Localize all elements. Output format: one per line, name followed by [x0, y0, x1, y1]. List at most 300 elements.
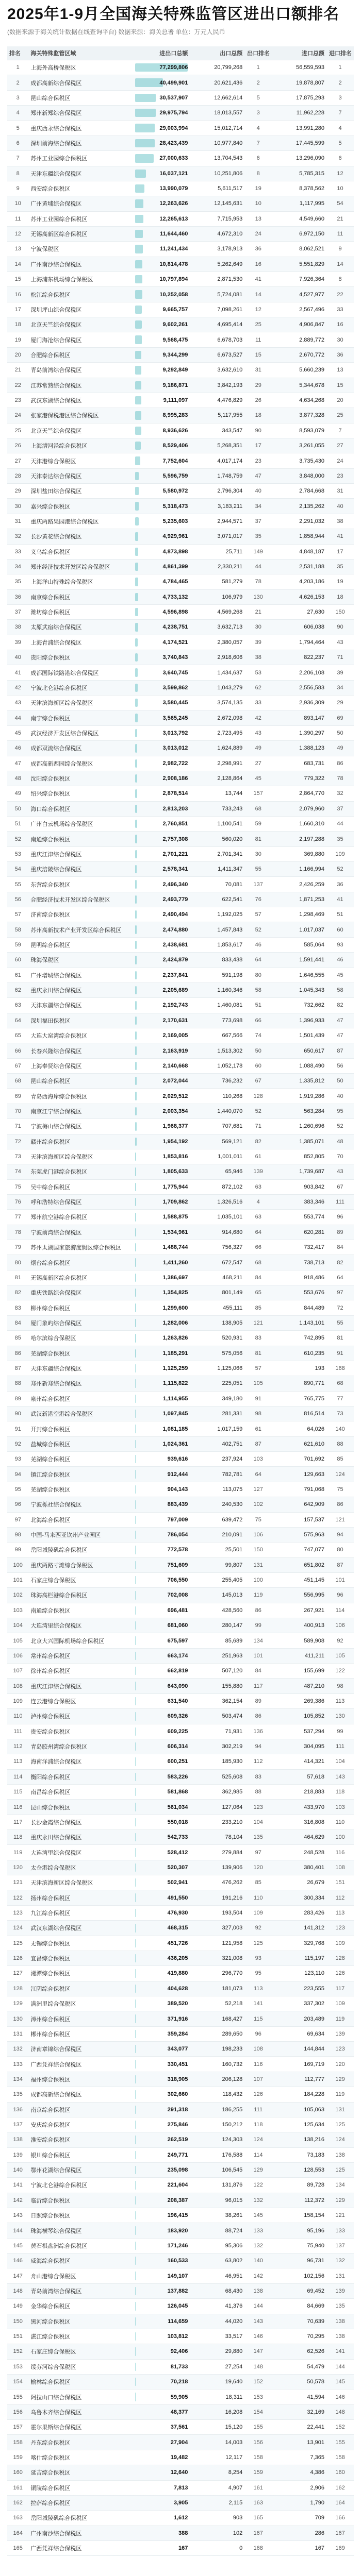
rank-cell: 149 [7, 2299, 28, 2314]
zone-name-cell: 成都国际铁路港综合保税区 [28, 665, 133, 680]
total-value: 10,252,058 [159, 291, 188, 298]
zone-name-cell: 宁波前湾综合保税区 [28, 1225, 133, 1240]
export-rank-cell: 1 [244, 60, 272, 75]
export-cell: 63,802 [190, 2253, 244, 2268]
rank-cell: 121 [7, 1875, 28, 1890]
table-row [7, 2314, 354, 2329]
total-cell [133, 363, 190, 378]
total-bar [135, 1319, 136, 1327]
export-rank-cell: 131 [244, 1557, 272, 1572]
total-cell [133, 1648, 190, 1663]
rank-cell: 146 [7, 2253, 28, 2268]
rank-cell: 88 [7, 1376, 28, 1391]
import-cell: 218,883 [272, 1784, 326, 1799]
rank-cell: 120 [7, 1860, 28, 1875]
zone-name-cell: 连云港综合保税区 [28, 1693, 133, 1708]
export-rank-cell: 59 [244, 816, 272, 831]
table-row [7, 2147, 354, 2162]
import-cell: 4,848,187 [272, 544, 326, 559]
total-bar [135, 925, 137, 934]
table-row [7, 1028, 354, 1043]
total-value: 19,482 [170, 2454, 188, 2461]
total-cell [133, 1194, 190, 1209]
total-bar [135, 1591, 136, 1599]
total-bar [135, 1712, 136, 1720]
column-header-zone: 海关特殊监管区域 [28, 46, 133, 60]
import-cell: 300,334 [272, 1890, 326, 1905]
table-row [7, 922, 354, 937]
zone-name-cell: 南昌综合保税区 [28, 1784, 133, 1799]
import-cell: 329,768 [272, 1936, 326, 1951]
import-cell: 380,401 [272, 1860, 326, 1875]
export-rank-cell: 159 [244, 2465, 272, 2480]
rank-cell: 70 [7, 1104, 28, 1118]
zone-name-cell: 天津港综合保税区 [28, 453, 133, 468]
rank-cell: 50 [7, 801, 28, 816]
export-rank-cell: 129 [244, 2162, 272, 2177]
total-cell [133, 1467, 190, 1482]
export-rank-cell: 34 [244, 499, 272, 514]
export-cell: 3,632,610 [190, 363, 244, 378]
import-rank-cell: 69 [326, 710, 354, 725]
total-cell [133, 2329, 190, 2344]
export-rank-cell: 168 [244, 2540, 272, 2555]
total-bar [135, 290, 142, 298]
total-cell [133, 2026, 190, 2041]
export-cell: 756,327 [190, 1240, 244, 1255]
export-rank-cell: 47 [244, 468, 272, 483]
import-cell: 4,626,153 [272, 589, 326, 604]
import-rank-cell: 89 [326, 1225, 354, 1240]
export-cell: 155,880 [190, 1679, 244, 1693]
total-cell [133, 1119, 190, 1134]
zone-name-cell: 合肥综合保税区 [28, 347, 133, 362]
export-rank-cell: 141 [244, 1996, 272, 2011]
table-row [7, 832, 354, 846]
zone-name-cell: 黄石棋盘洲综合保税区 [28, 2238, 133, 2253]
export-cell: 782,781 [190, 1467, 244, 1482]
total-cell [133, 1255, 190, 1270]
export-cell: 5,724,081 [190, 287, 244, 302]
export-cell: 321,008 [190, 1951, 244, 1965]
total-cell [133, 680, 190, 695]
table-header-row [7, 46, 354, 60]
import-cell: 96,731 [272, 2253, 326, 2268]
table-row [7, 1648, 354, 1663]
total-bar [135, 1969, 136, 1977]
table-row [7, 1361, 354, 1376]
import-rank-cell: 50 [326, 725, 354, 740]
import-rank-cell: 124 [326, 2132, 354, 2147]
import-rank-cell: 158 [326, 2450, 354, 2465]
total-value: 1,386,697 [162, 1274, 188, 1281]
import-rank-cell: 90 [326, 620, 354, 635]
total-value: 2,205,689 [162, 987, 188, 994]
import-cell: 27,630 [272, 604, 326, 619]
zone-name-cell: 福州综合保税区 [28, 2072, 133, 2087]
zone-name-cell: 海口综合保税区 [28, 801, 133, 816]
total-cell [133, 1270, 190, 1285]
export-rank-cell: 49 [244, 741, 272, 756]
rank-cell: 27 [7, 453, 28, 468]
export-cell: 150,212 [190, 2117, 244, 2132]
zone-name-cell: 海南洋浦综合保税区 [28, 1754, 133, 1769]
total-bar [135, 941, 137, 949]
export-rank-cell: 108 [244, 2042, 272, 2057]
table-row [7, 801, 354, 816]
zone-name-cell: 天津滨海新区综合保税区 [28, 696, 133, 710]
total-cell [133, 393, 190, 408]
import-cell: 4,203,186 [272, 574, 326, 589]
import-rank-cell: 47 [326, 1013, 354, 1028]
rank-cell: 86 [7, 1346, 28, 1361]
rank-cell: 66 [7, 1043, 28, 1058]
rank-cell: 108 [7, 1679, 28, 1693]
import-rank-cell: 131 [326, 2268, 354, 2283]
total-bar [135, 1893, 136, 1902]
zone-name-cell: 潍坊综合保税区 [28, 604, 133, 619]
rank-cell: 124 [7, 1921, 28, 1936]
table-row [7, 862, 354, 877]
export-rank-cell: 99 [244, 1618, 272, 1633]
zone-name-cell: 天津东疆综合保税区 [28, 998, 133, 1013]
zone-name-cell: 苏州太湖国家旅游度假区综合保税区 [28, 1240, 133, 1255]
import-cell: 1,017,037 [272, 922, 326, 937]
import-rank-cell: 135 [326, 2299, 354, 2314]
import-rank-cell: 95 [326, 1104, 354, 1118]
import-rank-cell: 138 [326, 2314, 354, 2329]
export-cell: 78,104 [190, 1830, 244, 1845]
rank-cell: 14 [7, 257, 28, 272]
total-bar [135, 744, 137, 752]
export-rank-cell: 153 [244, 2389, 272, 2404]
export-rank-cell: 15 [244, 347, 272, 362]
export-rank-cell: 84 [244, 1270, 272, 1285]
export-rank-cell: 52 [244, 1104, 272, 1118]
table-row [7, 2178, 354, 2193]
zone-name-cell: 金华综合保税区 [28, 2299, 133, 2314]
total-value: 9,186,871 [162, 382, 188, 388]
zone-name-cell: 中国-马来西亚钦州产业园区 [28, 1527, 133, 1542]
export-rank-cell: 93 [244, 1951, 272, 1965]
zone-name-cell: 镇江综合保税区 [28, 1467, 133, 1482]
export-rank-cell: 167 [244, 2526, 272, 2540]
total-cell [133, 135, 190, 150]
import-cell: 1,501,439 [272, 1028, 326, 1043]
export-rank-cell: 33 [244, 696, 272, 710]
total-cell [133, 1331, 190, 1346]
total-bar [135, 1228, 136, 1236]
total-cell [133, 635, 190, 650]
import-rank-cell: 121 [326, 2208, 354, 2223]
import-rank-cell: 67 [326, 1179, 354, 1194]
import-cell: 1,390,297 [272, 725, 326, 740]
total-value: 330,451 [167, 2061, 188, 2067]
import-cell: 642,909 [272, 1497, 326, 1512]
zone-name-cell: 丹东综合保税区 [28, 2435, 133, 2450]
zone-name-cell: 深圳福田保税区 [28, 1013, 133, 1028]
import-cell: 4,634,268 [272, 393, 326, 408]
import-cell: 893,147 [272, 710, 326, 725]
import-rank-cell: 122 [326, 1664, 354, 1679]
table-row [7, 710, 354, 725]
import-cell: 5,551,829 [272, 257, 326, 272]
zone-name-cell: 青岛前湾综合保税区 [28, 363, 133, 378]
rank-cell: 8 [7, 166, 28, 181]
export-cell: 13,744 [190, 786, 244, 801]
import-cell: 650,617 [272, 1043, 326, 1058]
total-bar [135, 1576, 136, 1584]
total-bar [135, 411, 141, 419]
export-cell: 12,117 [190, 2450, 244, 2465]
import-rank-cell: 100 [326, 1830, 354, 1845]
total-cell [133, 1890, 190, 1905]
import-rank-cell: 141 [326, 2344, 354, 2359]
zone-name-cell: 成都高新综合保税区 [28, 2087, 133, 2102]
total-bar [135, 1138, 137, 1146]
total-bar [135, 895, 137, 904]
column-header-import: 进口总额 [272, 46, 326, 60]
table-row [7, 2465, 354, 2480]
total-value: 249,771 [167, 2151, 188, 2158]
total-value: 27,904 [170, 2439, 188, 2446]
import-rank-cell: 45 [326, 968, 354, 982]
total-cell [133, 1905, 190, 1920]
rank-cell: 34 [7, 559, 28, 574]
total-value: 561,034 [167, 1804, 188, 1810]
table-row [7, 680, 354, 695]
zone-name-cell: 拉萨综合保税区 [28, 2495, 133, 2510]
total-value: 9,665,757 [162, 306, 188, 313]
table-row [7, 1936, 354, 1951]
table-row [7, 287, 354, 302]
zone-name-cell: 重庆江津综合保税区 [28, 1679, 133, 1693]
zone-name-cell: 芜湖综合保税区 [28, 1482, 133, 1497]
export-cell: 1,748,759 [190, 468, 244, 483]
total-bar [135, 1046, 137, 1055]
import-cell: 70,295 [272, 2329, 326, 2344]
total-value: 16,037,121 [159, 170, 188, 177]
table-row [7, 1693, 354, 1708]
rank-cell: 63 [7, 998, 28, 1013]
export-cell: 503,474 [190, 1709, 244, 1724]
total-value: 160,533 [167, 2258, 188, 2264]
total-value: 491,550 [167, 1894, 188, 1901]
rank-cell: 3 [7, 90, 28, 105]
total-value: 388 [178, 2530, 188, 2536]
export-cell: 20,621,436 [190, 75, 244, 90]
rank-cell: 92 [7, 1436, 28, 1451]
export-cell: 20,799,268 [190, 60, 244, 75]
import-rank-cell: 24 [326, 453, 354, 468]
import-cell: 193 [272, 1361, 326, 1376]
export-cell: 801,149 [190, 1285, 244, 1300]
zone-name-cell: 天津滨海新区综合保税区 [28, 1875, 133, 1890]
total-bar [135, 532, 139, 540]
rank-cell: 13 [7, 242, 28, 257]
import-rank-cell: 18 [326, 589, 354, 604]
import-cell: 411,211 [272, 1648, 326, 1663]
export-rank-cell: 103 [244, 1452, 272, 1467]
import-cell: 17,445,599 [272, 135, 326, 150]
import-cell: 4,386 [272, 2465, 326, 2480]
import-rank-cell: 37 [326, 801, 354, 816]
table-row [7, 2344, 354, 2359]
rank-cell: 90 [7, 1406, 28, 1421]
zone-name-cell: 厦门象屿综合保税区 [28, 1315, 133, 1330]
export-cell: 349,180 [190, 1391, 244, 1406]
total-value: 1,081,185 [162, 1426, 188, 1432]
export-rank-cell: 14 [244, 287, 272, 302]
total-cell [133, 378, 190, 393]
import-cell: 56,559,593 [272, 60, 326, 75]
total-value: 2,760,851 [162, 821, 188, 827]
rank-cell: 40 [7, 650, 28, 665]
total-cell [133, 1013, 190, 1028]
import-rank-cell: 31 [326, 484, 354, 499]
import-cell: 95,196 [272, 2223, 326, 2238]
import-cell: 369,880 [272, 846, 326, 861]
total-cell [133, 832, 190, 846]
import-cell: 1,919,286 [272, 1089, 326, 1104]
table-row [7, 1194, 354, 1209]
import-rank-cell: 72 [326, 1300, 354, 1315]
import-cell: 129,663 [272, 1467, 326, 1482]
export-cell: 65,946 [190, 1164, 244, 1179]
export-cell: 185,930 [190, 1754, 244, 1769]
total-bar [135, 910, 137, 919]
total-bar [135, 1833, 136, 1841]
table-row [7, 2268, 354, 2283]
import-rank-cell: 52 [326, 862, 354, 877]
export-rank-cell: 43 [244, 725, 272, 740]
export-rank-cell: 4 [244, 121, 272, 135]
rank-cell: 114 [7, 1769, 28, 1784]
import-rank-cell: 21 [326, 211, 354, 226]
zone-name-cell: 义乌综合保税区 [28, 544, 133, 559]
total-cell [133, 1996, 190, 2011]
import-cell: 732,662 [272, 998, 326, 1013]
total-value: 5,580,972 [162, 488, 188, 495]
export-cell: 124,303 [190, 2132, 244, 2147]
table-row [7, 1815, 354, 1829]
table-row [7, 1013, 354, 1028]
total-value: 1,125,259 [162, 1365, 188, 1372]
export-cell: 70,081 [190, 877, 244, 892]
total-bar [135, 880, 137, 888]
rank-cell: 4 [7, 106, 28, 121]
total-bar [135, 593, 138, 601]
import-cell: 316,808 [272, 1815, 326, 1829]
total-cell [133, 529, 190, 544]
total-cell [133, 1875, 190, 1890]
import-rank-cell: 155 [326, 2435, 354, 2450]
rank-cell: 109 [7, 1693, 28, 1708]
table-row [7, 1391, 354, 1406]
total-cell [133, 1845, 190, 1860]
export-rank-cell: 105 [244, 1376, 272, 1391]
rank-cell: 61 [7, 968, 28, 982]
total-cell [133, 2511, 190, 2526]
total-cell [133, 953, 190, 968]
total-value: 5,318,473 [162, 503, 188, 510]
total-bar [135, 109, 156, 117]
import-cell: 13,991,280 [272, 121, 326, 135]
export-cell: 176,588 [190, 2147, 244, 2162]
rank-cell: 84 [7, 1315, 28, 1330]
export-cell: 1,326,516 [190, 1194, 244, 1209]
table-row [7, 741, 354, 756]
total-value: 451,726 [167, 1940, 188, 1946]
export-rank-cell: 132 [244, 2193, 272, 2208]
total-value: 235,098 [167, 2167, 188, 2174]
table-row [7, 1406, 354, 1421]
import-cell: 779,322 [272, 771, 326, 786]
import-rank-cell: 5 [326, 135, 354, 150]
table-row [7, 2011, 354, 2026]
total-value: 3,580,445 [162, 700, 188, 706]
rank-cell: 161 [7, 2480, 28, 2495]
total-bar [135, 1652, 136, 1660]
import-rank-cell: 164 [326, 2495, 354, 2510]
zone-name-cell: 松江综合保税区 [28, 287, 133, 302]
total-value: 40,499,901 [159, 79, 188, 86]
import-cell: 709 [272, 2511, 326, 2526]
total-value: 528,412 [167, 1849, 188, 1856]
total-cell [133, 438, 190, 453]
rank-cell: 112 [7, 1739, 28, 1754]
export-rank-cell: 10 [244, 196, 272, 211]
table-row [7, 998, 354, 1013]
table-row [7, 272, 354, 287]
table-row [7, 363, 354, 378]
import-cell: 2,906 [272, 2480, 326, 2495]
total-value: 92,406 [170, 2348, 188, 2355]
export-cell: 1,043,279 [190, 680, 244, 695]
export-cell: 16,208 [190, 2404, 244, 2419]
rank-cell: 21 [7, 363, 28, 378]
import-cell: 13,901 [272, 2435, 326, 2450]
table-row [7, 2117, 354, 2132]
import-cell: 852,805 [272, 1149, 326, 1164]
total-cell [133, 1815, 190, 1829]
export-cell: 96,015 [190, 2193, 244, 2208]
rank-cell: 95 [7, 1482, 28, 1497]
export-cell: 10,251,806 [190, 166, 244, 181]
total-bar [135, 78, 163, 87]
zone-name-cell: 绍兴综合保税区 [28, 786, 133, 801]
export-cell: 12,662,614 [190, 90, 244, 105]
rank-cell: 39 [7, 635, 28, 650]
table-row [7, 696, 354, 710]
export-cell: 118,432 [190, 2087, 244, 2102]
import-cell: 903,842 [272, 1179, 326, 1194]
rank-cell: 80 [7, 1255, 28, 1270]
total-cell [133, 862, 190, 877]
total-cell [133, 2011, 190, 2026]
import-cell: 5,344,678 [272, 378, 326, 393]
rank-cell: 26 [7, 438, 28, 453]
import-cell: 13,296,090 [272, 151, 326, 166]
import-rank-cell: 168 [326, 1361, 354, 1376]
import-rank-cell: 131 [326, 2102, 354, 2117]
import-cell: 57,618 [272, 1769, 326, 1784]
table-row [7, 332, 354, 347]
table-row [7, 2057, 354, 2072]
export-rank-cell: 147 [244, 2344, 272, 2359]
rank-cell: 150 [7, 2314, 28, 2329]
table-row [7, 1996, 354, 2011]
